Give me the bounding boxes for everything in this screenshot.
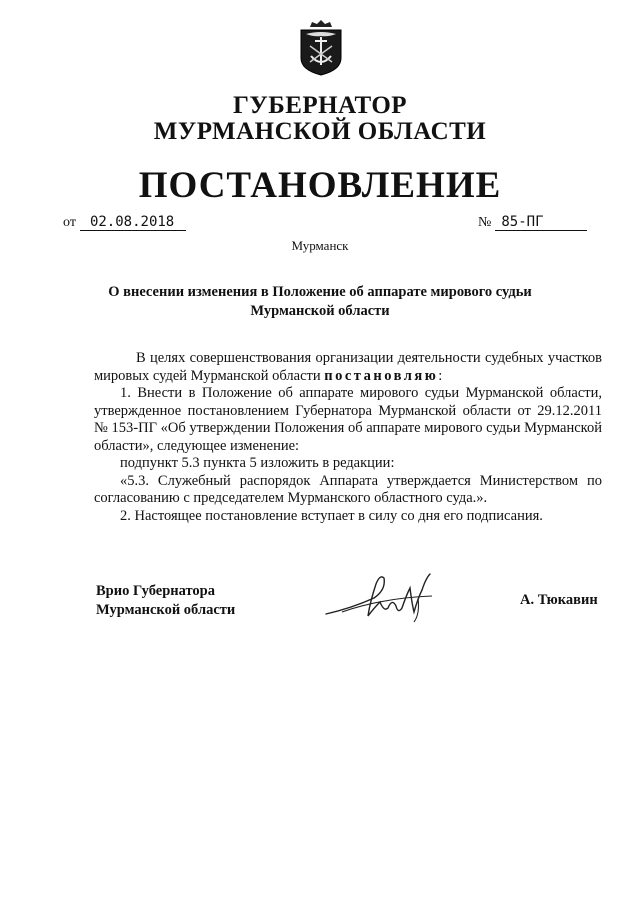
date-prefix: от (63, 215, 76, 230)
decree-colon: : (438, 367, 443, 384)
position-line-2: Мурманской области (96, 602, 236, 618)
intro-paragraph (94, 350, 602, 385)
date-value: 02.08.2018 (80, 214, 186, 231)
number-prefix: № (478, 215, 492, 230)
item-1-quote: «5.3. Служебный распорядок Аппарата утверждается Министерством по согласованию с председателем Мурманского областного суда.». (94, 472, 602, 506)
decree-word: постановляю (324, 367, 439, 384)
intro-text: В целях совершенствования организации деятельности судебных участков мировых судей Мурманской области (94, 350, 602, 384)
coat-of-arms-icon (298, 18, 344, 76)
document-type-title: ПОСТАНОВЛЕНИЕ (138, 165, 502, 206)
signatory-name: А. Тюкавин (520, 592, 598, 608)
authority-region: МУРМАНСКОЙ ОБЛАСТИ (153, 118, 487, 145)
document-body (94, 350, 602, 525)
number-value: 85-ПГ (495, 214, 587, 231)
document-date (63, 214, 186, 231)
handwritten-signature (322, 568, 442, 624)
authority-title: ГУБЕРНАТОР (232, 92, 408, 119)
item-1-paragraph: 1. Внести в Положение об аппарате мирового судьи Мурманской области, утвержденное постановлением Губернатора Мурманской области от 29.12.2011 № 153-ПГ «Об утверждении Положения об аппарате мирового судьи Мурманской области», следующее изменение: (94, 385, 602, 454)
subject-line-2: Мурманской области (250, 303, 390, 319)
city-name: Мурманск (291, 238, 349, 253)
item-2-paragraph: 2. Настоящее постановление вступает в силу со дня его подписания. (120, 507, 543, 524)
subject-line-1: О внесении изменения в Положение об аппарате мирового судьи (108, 284, 532, 300)
signatory-position (96, 582, 235, 620)
position-line-1: Врио Губернатора (96, 583, 215, 599)
document-subject (100, 283, 540, 321)
item-1-subpoint: подпункт 5.3 пункта 5 изложить в редакции: (120, 455, 395, 471)
document-number (478, 214, 587, 231)
